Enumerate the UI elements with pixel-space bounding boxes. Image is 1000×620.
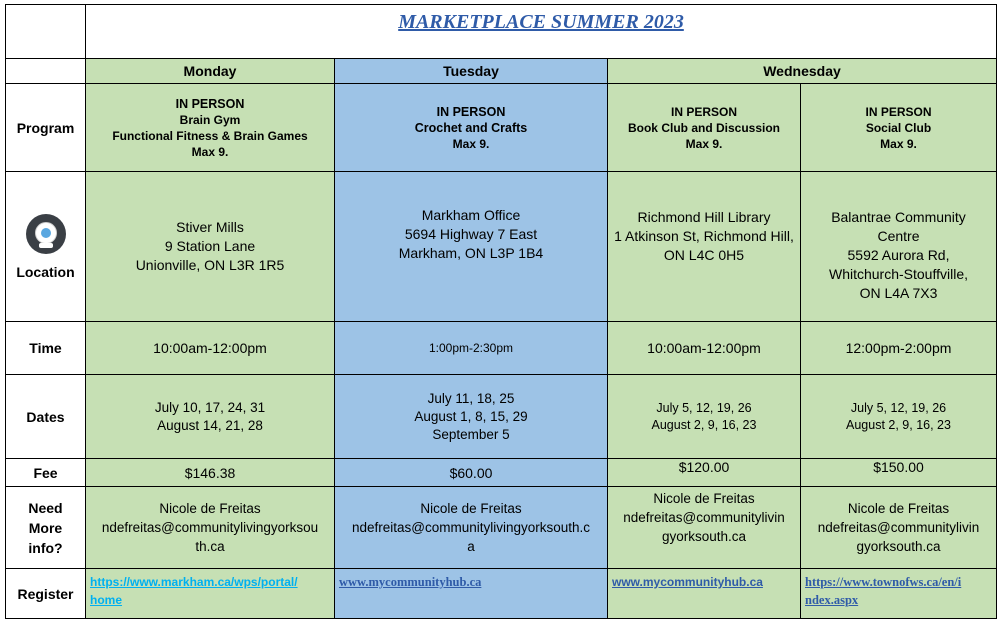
contact-cell-wednesday-2 [801, 487, 997, 569]
dates-line: July 5, 12, 19, 26 [656, 400, 752, 415]
day-corner-cell [6, 59, 86, 84]
location-line: Stiver Mills [176, 219, 244, 235]
register-link-line: https://www.townofws.ca/en/i [805, 575, 962, 589]
program-line: Crochet and Crafts [414, 120, 528, 135]
fee-cell-wednesday-1: $120.00 [608, 459, 801, 487]
register-link-line: https://www.markham.ca/wps/portal/ [90, 575, 298, 589]
contact-email: ndefreitas@communitylivin [623, 510, 785, 525]
location-line: 5694 Highway 7 East [404, 226, 538, 242]
location-line: Unionville, ON L3R 1R5 [135, 257, 285, 273]
day-header-wednesday: Wednesday [608, 59, 997, 84]
corner-cell [6, 5, 86, 59]
contact-cell-wednesday-1 [608, 487, 801, 569]
register-link-mycommunityhub-2[interactable]: www.mycommunityhub.ca [612, 575, 763, 589]
register-link-townofws[interactable] [805, 575, 961, 607]
location-line: Markham Office [421, 207, 521, 223]
register-link-markham[interactable] [90, 575, 298, 607]
row-label-need-info [6, 487, 86, 569]
register-link-line: ndex.aspx [805, 593, 859, 607]
row-label-register: Register [6, 569, 86, 619]
dates-line: September 5 [432, 426, 510, 442]
dates-line: August 2, 9, 16, 23 [651, 417, 757, 432]
program-line: Max 9. [685, 136, 723, 151]
program-line: IN PERSON [436, 104, 506, 119]
row-label-fee: Fee [6, 459, 86, 487]
dates-line: August 2, 9, 16, 23 [846, 417, 951, 432]
program-line: Brain Gym [179, 112, 241, 127]
location-cell-wednesday-1 [608, 172, 801, 322]
location-line: 9 Station Lane [164, 238, 256, 254]
location-line: Balantrae Community [831, 209, 966, 225]
page-title: MARKETPLACE SUMMER 2023 [398, 11, 684, 33]
row-label-location-cell [6, 172, 86, 322]
time-cell-wednesday-1: 10:00am-12:00pm [608, 322, 801, 375]
register-cell-tuesday [335, 569, 608, 619]
fee-cell-monday: $146.38 [86, 459, 335, 487]
location-line: ON L4A 7X3 [859, 285, 938, 301]
need-info-line: More [28, 519, 63, 536]
program-line: Social Club [865, 120, 932, 135]
location-cell-wednesday-2 [801, 172, 997, 322]
time-cell-monday: 10:00am-12:00pm [86, 322, 335, 375]
schedule-table [5, 4, 997, 619]
dates-cell-wednesday-2 [801, 375, 997, 459]
contact-email: gyorksouth.ca [856, 539, 941, 554]
day-header-tuesday: Tuesday [335, 59, 608, 84]
day-header-monday: Monday [86, 59, 335, 84]
row-label-location: Location [16, 263, 75, 280]
contact-name: Nicole de Freitas [420, 501, 522, 516]
location-line: Richmond Hill Library [637, 209, 771, 225]
dates-line: August 1, 8, 15, 29 [414, 408, 528, 424]
row-label-program: Program [6, 84, 86, 172]
time-cell-tuesday: 1:00pm-2:30pm [335, 322, 608, 375]
contact-email: ndefreitas@communitylivin [817, 520, 980, 535]
contact-name: Nicole de Freitas [847, 501, 950, 516]
row-label-time: Time [6, 322, 86, 375]
program-line: Functional Fitness & Brain Games [112, 128, 308, 143]
dates-cell-monday [86, 375, 335, 459]
program-cell-wednesday-2 [801, 84, 997, 172]
location-line: Markham, ON L3P 1B4 [398, 245, 544, 261]
row-label-dates: Dates [6, 375, 86, 459]
program-line: Max 9. [880, 136, 917, 151]
register-cell-wednesday-1 [608, 569, 801, 619]
time-cell-wednesday-2: 12:00pm-2:00pm [801, 322, 997, 375]
program-line: Max 9. [191, 144, 229, 159]
fee-cell-wednesday-2: $150.00 [801, 459, 997, 487]
contact-email: ndefreitas@communitylivingyorksouth.c [351, 520, 591, 535]
contact-email: gyorksouth.ca [661, 529, 747, 544]
program-line: Max 9. [452, 136, 490, 151]
dates-cell-wednesday-1 [608, 375, 801, 459]
program-line: IN PERSON [670, 104, 737, 119]
need-info-line: info? [28, 539, 63, 556]
contact-email: ndefreitas@communitylivingyorksou [101, 520, 319, 535]
contact-name: Nicole de Freitas [653, 491, 755, 506]
contact-cell-tuesday [335, 487, 608, 569]
title-cell [86, 5, 997, 59]
program-cell-wednesday-1 [608, 84, 801, 172]
location-cell-tuesday [335, 172, 608, 322]
location-line: Centre [877, 228, 920, 244]
register-link-line: home [90, 593, 123, 607]
contact-email: th.ca [195, 539, 225, 554]
contact-cell-monday [86, 487, 335, 569]
location-line: 1 Atkinson St, Richmond Hill, [614, 228, 794, 244]
dates-cell-tuesday [335, 375, 608, 459]
register-cell-monday [86, 569, 335, 619]
dates-line: August 14, 21, 28 [157, 417, 263, 433]
program-line: Book Club and Discussion [627, 120, 780, 135]
location-line: Whitchurch-Stouffville, [828, 266, 968, 282]
program-cell-monday [86, 84, 335, 172]
location-line: ON L4C 0H5 [663, 247, 745, 263]
fee-cell-tuesday: $60.00 [335, 459, 608, 487]
location-line: 5592 Aurora Rd, [847, 247, 950, 263]
program-line: IN PERSON [865, 104, 932, 119]
register-link-mycommunityhub[interactable]: www.mycommunityhub.ca [339, 575, 482, 589]
dates-line: July 11, 18, 25 [427, 390, 515, 406]
dates-line: July 10, 17, 24, 31 [154, 399, 266, 415]
webcam-location-icon [26, 214, 66, 254]
program-cell-tuesday [335, 84, 608, 172]
program-line: IN PERSON [175, 96, 245, 111]
register-cell-wednesday-2 [801, 569, 997, 619]
contact-email: a [467, 539, 475, 554]
need-info-line: Need [28, 499, 63, 516]
contact-name: Nicole de Freitas [159, 501, 261, 516]
dates-line: July 5, 12, 19, 26 [850, 400, 947, 415]
location-cell-monday [86, 172, 335, 322]
